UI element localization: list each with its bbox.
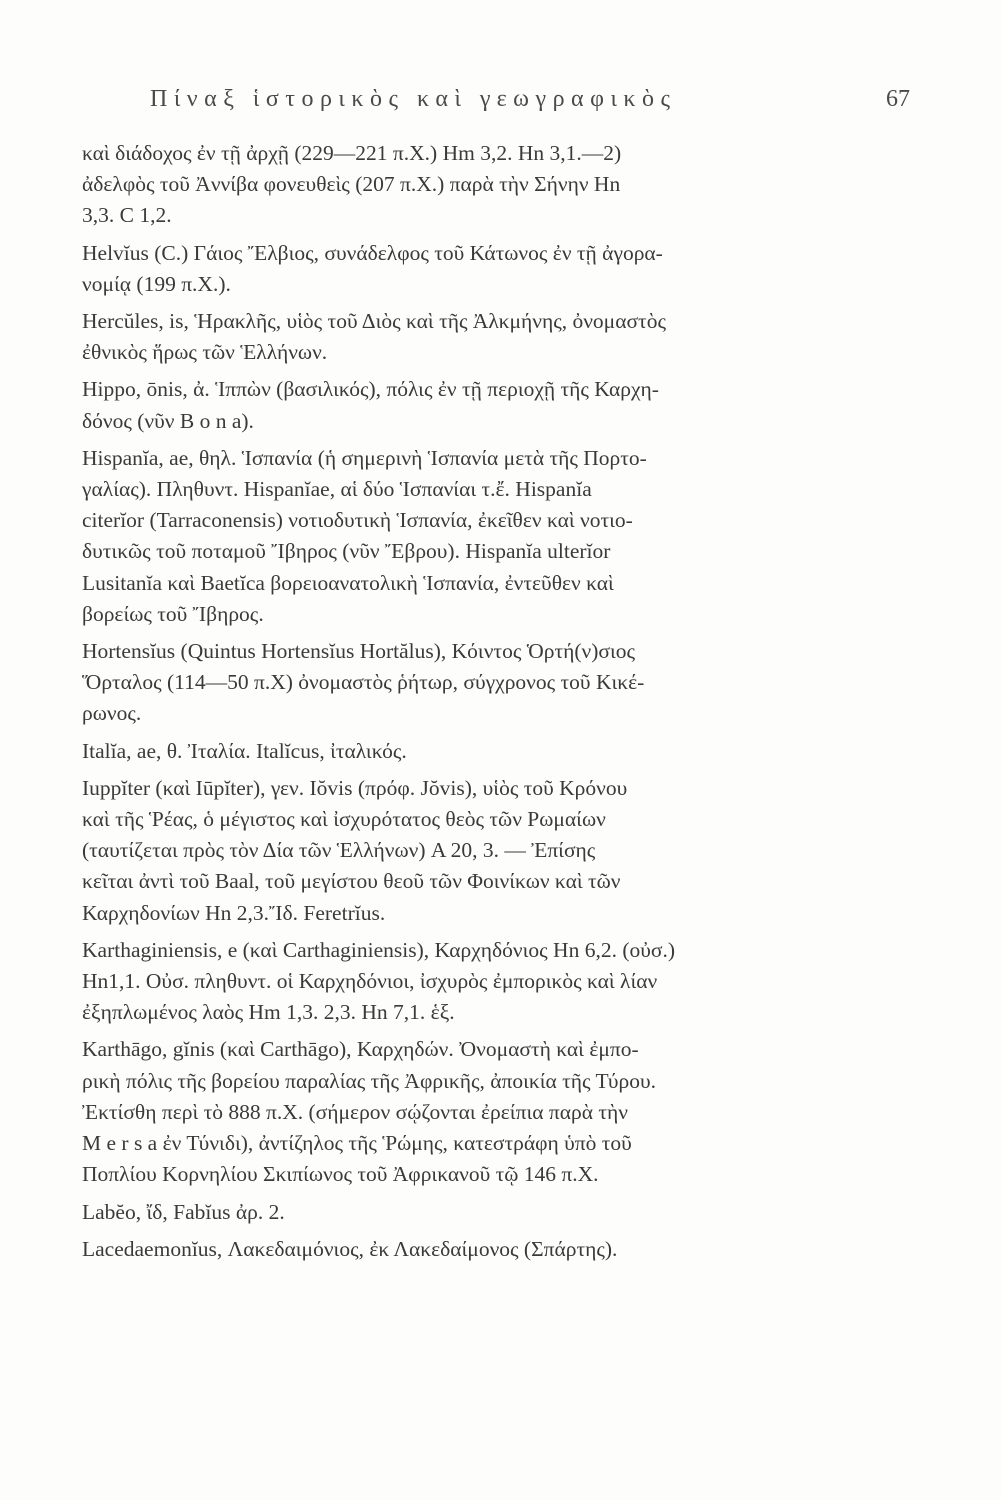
entry-line: ρωνος. (82, 701, 142, 726)
entry-line: Karthāgo, gĭnis (καὶ Carthāgo), Καρχηδών. Ὀνομαστὴ καὶ ἐμπο- (82, 1037, 639, 1062)
entry-line: καὶ τῆς Ῥέας, ὁ μέγιστος καὶ ἰσχυρότατος θεὸς τῶν Ρωμαίων (82, 807, 606, 832)
entry-line: νομίᾳ (199 π.Χ.). (82, 271, 231, 296)
entry-line: Karthaginiensis, e (καὶ Carthaginiensis), Καρχηδόνιος Hn 6,2. (οὐσ.) (82, 937, 675, 962)
entry-line: Καρχηδονίων Hn 2,3.Ἴδ. Feretrĭus. (82, 900, 386, 925)
entry-line: δυτικῶς τοῦ ποταμοῦ Ἴβηρος (νῦν Ἔβρου). Hispanĭa ulterĭor (82, 539, 611, 564)
glossary-entry (82, 374, 922, 436)
entry-line: Ποπλίου Κορνηλίου Σκιπίωνος τοῦ Ἀφρικανοῦ τῷ 146 π.Χ. (82, 1162, 599, 1187)
entry-line: Italĭa, ae, θ. Ἰταλία. Italĭcus, ἰταλικός. (82, 738, 407, 763)
entry-line: Hippo, ōnis, ἀ. Ἱππὼν (βασιλικός), πόλις ἐν τῇ περιοχῇ τῆς Καρχη- (82, 377, 659, 402)
entry-line: Hn1,1. Οὐσ. πληθυντ. οἱ Καρχηδόνιοι, ἰσχυρὸς ἐμπορικὸς καὶ λίαν (82, 969, 658, 994)
entry-line: Ὅρταλος (114—50 π.Χ) ὀνομαστὸς ῥήτωρ, σύγχρονος τοῦ Κικέ- (82, 670, 645, 695)
entry-line: ρικὴ πόλις τῆς βορείου παραλίας τῆς Ἀφρικῆς, ἀποικία τῆς Τύρου. (82, 1068, 656, 1093)
entry-line: Hispanĭa, ae, θηλ. Ἱσπανία (ἡ σημερινὴ Ἱσπανία μετὰ τῆς Πορτο- (82, 445, 647, 470)
page-header (150, 86, 910, 118)
entry-line: γαλίας). Πληθυντ. Hispanĭae, αἱ δύο Ἱσπανίαι τ.ἔ. Hispanĭa (82, 477, 592, 502)
glossary-entry (82, 443, 922, 630)
glossary-entry (82, 1034, 922, 1190)
glossary-entry (82, 636, 922, 730)
glossary-entry (82, 238, 922, 300)
entry-line: Helvĭus (C.) Γάιος Ἔλβιος, συνάδελφος τοῦ Κάτωνος ἐν τῇ ἀγορα- (82, 240, 663, 265)
page-number: 67 (886, 86, 910, 112)
glossary-entry (82, 306, 922, 368)
glossary-entry (82, 736, 922, 767)
entry-line: ἐξηπλωμένος λαὸς Hm 1,3. 2,3. Hn 7,1. ἑξ. (82, 1000, 455, 1025)
entry-line: Lusitanĭa καὶ Baetĭca βορειοανατολικὴ Ἱσπανία, ἐντεῦθεν καὶ (82, 570, 614, 595)
entry-line: Ἐκτίσθη περὶ τὸ 888 π.Χ. (σήμερον σῴζονται ἐρείπια παρὰ τὴν (82, 1099, 628, 1124)
entry-line: 3,3. C 1,2. (82, 203, 172, 228)
glossary-entries (82, 138, 922, 1271)
entry-line: citerĭor (Tarraconensis) νοτιοδυτικὴ Ἱσπανία, ἐκεῖθεν καὶ νοτιο- (82, 508, 633, 533)
entry-line: ἀδελφὸς τοῦ Ἀννίβα φονευθεὶς (207 π.Χ.) παρὰ τὴν Σήνην Hn (82, 172, 621, 197)
entry-line: Labĕo, ἴδ, Fabĭus ἀρ. 2. (82, 1199, 285, 1224)
entry-line: ἐθνικὸς ἥρως τῶν Ἑλλήνων. (82, 340, 328, 365)
entry-line: κεῖται ἀντὶ τοῦ Baal, τοῦ μεγίστου θεοῦ τῶν Φοινίκων καὶ τῶν (82, 869, 621, 894)
glossary-entry (82, 935, 922, 1029)
entry-line: καὶ διάδοχος ἐν τῇ ἀρχῇ (229—221 π.Χ.) Hm 3,2. Hn 3,1.—2) (82, 141, 622, 165)
entry-line: βορείως τοῦ Ἴβηρος. (82, 601, 264, 626)
entry-line: δόνος (νῦν B o n a). (82, 408, 254, 433)
glossary-entry (82, 1234, 922, 1265)
glossary-entry (82, 1197, 922, 1228)
entry-line: Iuppĭter (καὶ Iūpĭter), γεν. Iŏvis (πρόφ. Jŏvis), υἱὸς τοῦ Κρόνου (82, 775, 628, 800)
glossary-entry (82, 138, 922, 232)
running-title: Πίναξ ἱστορικὸς καὶ γεωγραφικὸς (150, 86, 677, 112)
entry-line: Hortensĭus (Quintus Hortensĭus Hortălus), Κόιντος Ὁρτή(ν)σιος (82, 639, 636, 664)
entry-line: M e r s a ἐν Τύνιδι), ἀντίζηλος τῆς Ῥώμης, κατεστράφη ὑπὸ τοῦ (82, 1131, 632, 1156)
glossary-entry (82, 773, 922, 929)
entry-line: Hercŭles, is, Ἡρακλῆς, υἱὸς τοῦ Διὸς καὶ τῆς Ἀλκμήνης, ὀνομαστὸς (82, 309, 666, 334)
entry-line: Lacedaemonĭus, Λακεδαιμόνιος, ἐκ Λακεδαίμονος (Σπάρτης). (82, 1236, 618, 1261)
entry-line: (ταυτίζεται πρὸς τὸν Δία τῶν Ἑλλήνων) A 20, 3. — Ἐπίσης (82, 838, 596, 863)
